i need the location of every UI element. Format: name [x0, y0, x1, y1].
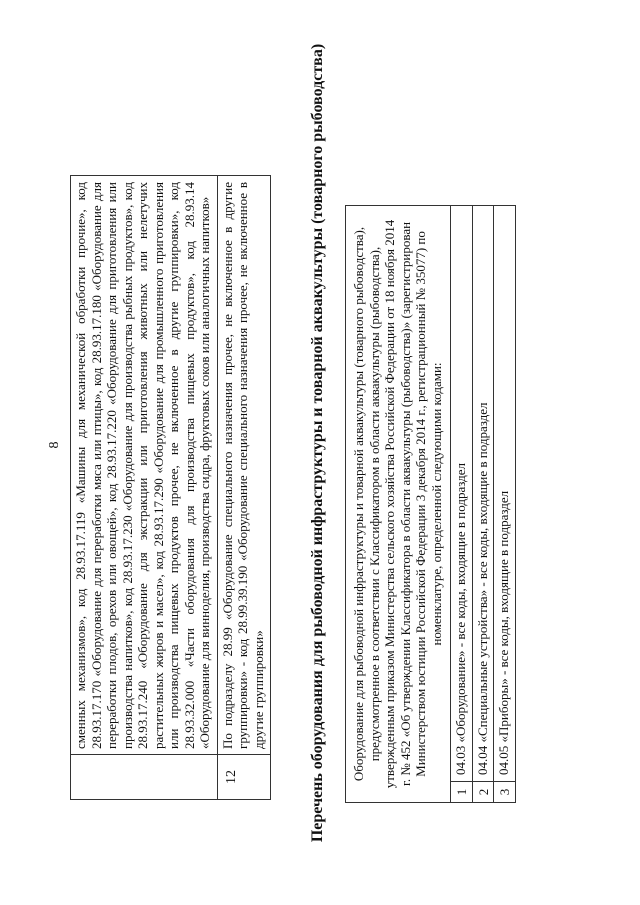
row-number: 2 — [472, 782, 494, 803]
table-header-cell: Оборудование для рыбоводной инфраструктуры и товарной аквакультуры (товарного рыбоводства), предусмотренное в соответствии с Классификатором в области аквакультуры (рыбоводства), утвержденным приказом Министерства сельского хозяйства Российской Федерации от 18 ноября 2014 г. № 452 «Об утверждении Классификатора в области аквакультуры (рыбоводства)» (зарегистрирован Министерством юстиции Российской Федерации 3 декабря 2014 г., регистрационный № 35077) по номенклатуре, определенной следующими кодами: — [346, 206, 451, 803]
row-number — [71, 755, 218, 800]
table-row — [451, 206, 473, 803]
page-number: 8 — [47, 441, 62, 449]
row-text: 04.03 «Оборудование» - все коды, входящие в подраздел — [451, 206, 473, 782]
table-row — [217, 176, 271, 800]
table-header-row — [346, 206, 451, 803]
row-text: сменных механизмов», код 28.93.17.119 «Машины для механической обработки прочие», код 28.93.17.170 «Оборудование для переработки мяса или птицы», код 28.93.17.180 «Оборудование для переработки плодов, орехов или овощей», код 28.93.17.220 «Оборудование для приготовления или производства напитков», код 28.93.17.230 «Оборудование для производства рыбных продуктов», код 28.93.17.240 «Оборудование для экстракции или приготовления животных или нелетучих растительных жиров и масел», код 28.93.17.290 «Оборудование для промышленного приготовления или производства пищевых продуктов прочее, не включенное в другие группировки», код 28.93.32.000 «Части оборудования для производства пищевых продуктов», код 28.93.14 «Оборудование для винноделия, производства сидра, фруктовых соков или аналогичных напитков» — [71, 176, 218, 755]
row-number: 12 — [217, 755, 271, 800]
equipment-codes-table — [70, 175, 271, 800]
row-number: 3 — [494, 782, 516, 803]
row-text: По подразделу 28.99 «Оборудование специального назначения прочее, не включенное в другие группировки» - код 28.99.39.190 «Оборудование специального назначения прочее, не включенное в другие группировки» — [217, 176, 271, 755]
row-number: 1 — [451, 782, 473, 803]
row-text: 04.04 «Специальные устройства» - все коды, входящие в подраздел — [472, 206, 494, 782]
table-row — [71, 176, 218, 800]
row-text: 04.05 «Приборы» - все коды, входящие в подраздел — [494, 206, 516, 782]
section-heading: Перечень оборудования для рыбоводной инфраструктуры и товарной аквакультуры (товарного рыбоводства) — [309, 43, 326, 843]
aquaculture-equipment-table — [345, 205, 516, 803]
table-row — [472, 206, 494, 803]
table-row — [494, 206, 516, 803]
